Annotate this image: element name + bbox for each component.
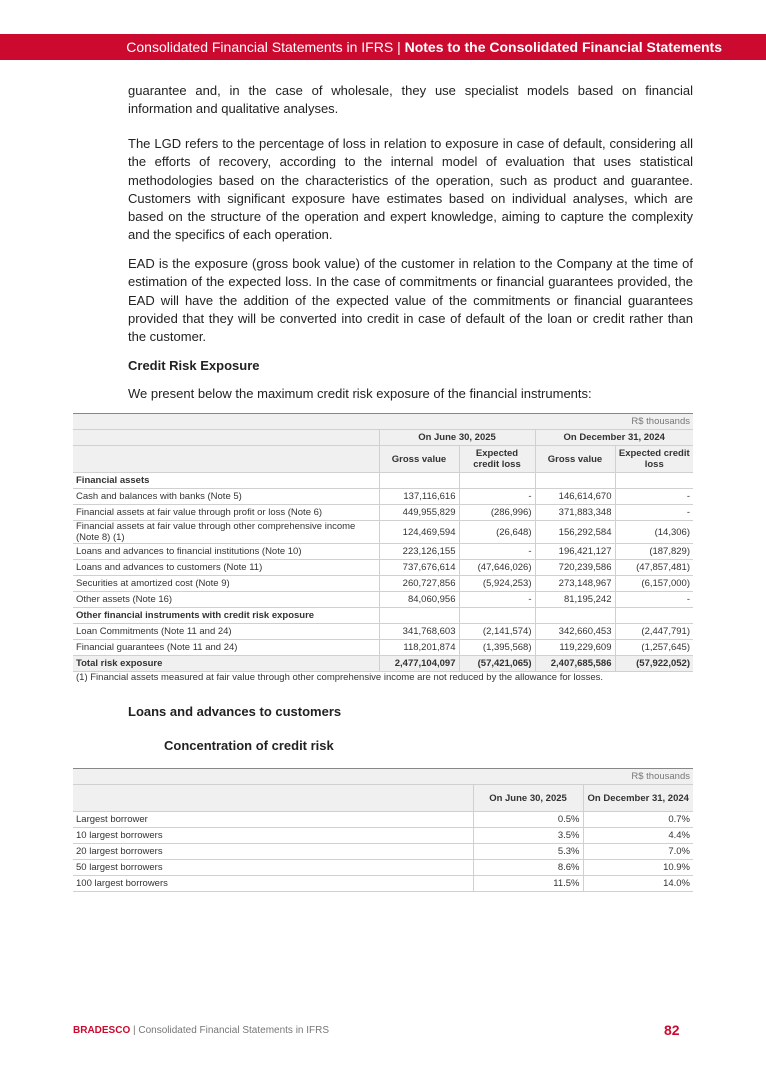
footer-brand-logo: BRADESCO (73, 1025, 131, 1036)
table-row (73, 576, 693, 592)
row-label: Cash and balances with banks (Note 5) (73, 489, 379, 505)
expected-loss-dec-2024: - (615, 592, 693, 608)
row-label: Loan Commitments (Note 11 and 24) (73, 624, 379, 640)
value-dec-2024: 14.0% (583, 876, 693, 892)
paragraph-lgd: The LGD refers to the percentage of loss in relation to exposure in case of default, considering all the efforts of recovery, according to the internal model of evaluation that uses statistical methodologies based on the characteristics of the operation, such as product and guarantee. Customers with significant exposure have estimates based on individual analyses, which are based on the structure of the operation and expert knowledge, aiming to capture the complexity and the specifics of each operation. (128, 136, 693, 243)
table-row (73, 624, 693, 640)
table-row (73, 544, 693, 560)
gross-value-june-2025: 260,727,856 (379, 576, 459, 592)
row-label: Financial guarantees (Note 11 and 24) (73, 640, 379, 656)
table-row (73, 812, 693, 828)
page-footer (73, 1025, 329, 1036)
expected-loss-june-2025: - (459, 544, 535, 560)
units-label: R$ thousands (473, 769, 693, 785)
row-label: Loans and advances to customers (Note 11) (73, 560, 379, 576)
table-row (73, 860, 693, 876)
gross-value-june-2025: 124,469,594 (379, 521, 459, 544)
table-row (73, 505, 693, 521)
value-june-2025: 0.5% (473, 812, 583, 828)
gross-value-june-2025: 137,116,616 (379, 489, 459, 505)
gross-value-dec-2024: 196,421,127 (535, 544, 615, 560)
value-dec-2024: 10.9% (583, 860, 693, 876)
row-label: 100 largest borrowers (73, 876, 473, 892)
total-ecl-dec-2024: (57,922,052) (615, 656, 693, 672)
gross-value-dec-2024: 273,148,967 (535, 576, 615, 592)
heading-concentration: Concentration of credit risk (164, 738, 334, 753)
expected-loss-june-2025: (1,395,568) (459, 640, 535, 656)
page-header-bar (0, 34, 766, 60)
header-left: Consolidated Financial Statements in IFRS (126, 39, 394, 55)
total-label: Total risk exposure (73, 656, 379, 672)
row-label: Loans and advances to financial institutions (Note 10) (73, 544, 379, 560)
paragraph-guarantee: guarantee and, in the case of wholesale, they use specialist models based on financial information and qualitative analyses. (128, 83, 693, 117)
col-header-june-2025: On June 30, 2025 (473, 785, 583, 812)
value-june-2025: 3.5% (473, 828, 583, 844)
page-number: 82 (664, 1022, 680, 1038)
table-row (73, 876, 693, 892)
value-dec-2024: 0.7% (583, 812, 693, 828)
gross-value-dec-2024: 119,229,609 (535, 640, 615, 656)
paragraph-ead: EAD is the exposure (gross book value) of the customer in relation to the Company at the time of estimation of the expected loss. In the case of commitments or financial guarantees provided, the EAD will have the addition of the expected value of the commitments or financial guarantees provided that they will be converted into credit in case of default of the loan or credit rather than the customer. (128, 256, 693, 345)
concentration-table (73, 768, 693, 892)
expected-loss-june-2025: (2,141,574) (459, 624, 535, 640)
expected-loss-dec-2024: - (615, 489, 693, 505)
heading-loans-advances: Loans and advances to customers (128, 704, 342, 719)
row-label: 50 largest borrowers (73, 860, 473, 876)
gross-value-dec-2024: 81,195,242 (535, 592, 615, 608)
table-intro-text: We present below the maximum credit risk exposure of the financial instruments: (128, 386, 592, 401)
gross-value-dec-2024: 146,614,670 (535, 489, 615, 505)
header-title (126, 34, 722, 60)
gross-value-june-2025: 84,060,956 (379, 592, 459, 608)
expected-loss-dec-2024: (14,306) (615, 521, 693, 544)
heading-credit-risk-exposure: Credit Risk Exposure (128, 358, 260, 373)
expected-loss-dec-2024: (187,829) (615, 544, 693, 560)
header-separator: | (393, 39, 405, 55)
gross-value-june-2025: 118,201,874 (379, 640, 459, 656)
col-header-gross-value: Gross value (379, 446, 459, 473)
col-header-gross-value: Gross value (535, 446, 615, 473)
expected-loss-dec-2024: (1,257,645) (615, 640, 693, 656)
expected-loss-dec-2024: (6,157,000) (615, 576, 693, 592)
table-row (73, 640, 693, 656)
footer-text: Consolidated Financial Statements in IFRS (138, 1025, 330, 1036)
gross-value-june-2025: 341,768,603 (379, 624, 459, 640)
value-dec-2024: 7.0% (583, 844, 693, 860)
row-label: Financial assets at fair value through profit or loss (Note 6) (73, 505, 379, 521)
col-header-dec-2024: On December 31, 2024 (583, 785, 693, 812)
expected-loss-june-2025: (26,648) (459, 521, 535, 544)
table-row (73, 844, 693, 860)
table-row (73, 828, 693, 844)
header-right: Notes to the Consolidated Financial Statements (404, 39, 722, 55)
expected-loss-dec-2024: (47,857,481) (615, 560, 693, 576)
row-label: Securities at amortized cost (Note 9) (73, 576, 379, 592)
footer-separator: | (130, 1025, 139, 1036)
table-row (73, 489, 693, 505)
gross-value-dec-2024: 156,292,584 (535, 521, 615, 544)
value-dec-2024: 4.4% (583, 828, 693, 844)
expected-loss-june-2025: - (459, 592, 535, 608)
period-header-dec-2024: On December 31, 2024 (535, 430, 693, 446)
table-row (73, 592, 693, 608)
value-june-2025: 8.6% (473, 860, 583, 876)
row-label: Largest borrower (73, 812, 473, 828)
row-label: Financial assets at fair value through other comprehensive income (Note 8) (1) (73, 521, 379, 544)
table-row (73, 521, 693, 544)
gross-value-june-2025: 223,126,155 (379, 544, 459, 560)
gross-value-dec-2024: 720,239,586 (535, 560, 615, 576)
gross-value-dec-2024: 371,883,348 (535, 505, 615, 521)
section-other-instruments: Other financial instruments with credit risk exposure (73, 608, 379, 624)
expected-loss-june-2025: (286,996) (459, 505, 535, 521)
col-header-expected-credit-loss: Expected credit loss (459, 446, 535, 473)
period-header-june-2025: On June 30, 2025 (379, 430, 535, 446)
table-footnote: (1) Financial assets measured at fair value through other comprehensive income are not reduced by the allowance for losses. (76, 672, 603, 683)
units-label: R$ thousands (379, 414, 693, 430)
value-june-2025: 11.5% (473, 876, 583, 892)
gross-value-june-2025: 449,955,829 (379, 505, 459, 521)
total-gross-dec-2024: 2,407,685,586 (535, 656, 615, 672)
row-label: Other assets (Note 16) (73, 592, 379, 608)
value-june-2025: 5.3% (473, 844, 583, 860)
row-label: 20 largest borrowers (73, 844, 473, 860)
table-row (73, 560, 693, 576)
gross-value-june-2025: 737,676,614 (379, 560, 459, 576)
total-ecl-june-2025: (57,421,065) (459, 656, 535, 672)
expected-loss-june-2025: (5,924,253) (459, 576, 535, 592)
expected-loss-dec-2024: - (615, 505, 693, 521)
expected-loss-june-2025: - (459, 489, 535, 505)
credit-risk-exposure-table (73, 413, 693, 672)
gross-value-dec-2024: 342,660,453 (535, 624, 615, 640)
total-gross-june-2025: 2,477,104,097 (379, 656, 459, 672)
col-header-expected-credit-loss: Expected credit loss (615, 446, 693, 473)
expected-loss-june-2025: (47,646,026) (459, 560, 535, 576)
expected-loss-dec-2024: (2,447,791) (615, 624, 693, 640)
row-label: 10 largest borrowers (73, 828, 473, 844)
section-financial-assets: Financial assets (73, 473, 379, 489)
